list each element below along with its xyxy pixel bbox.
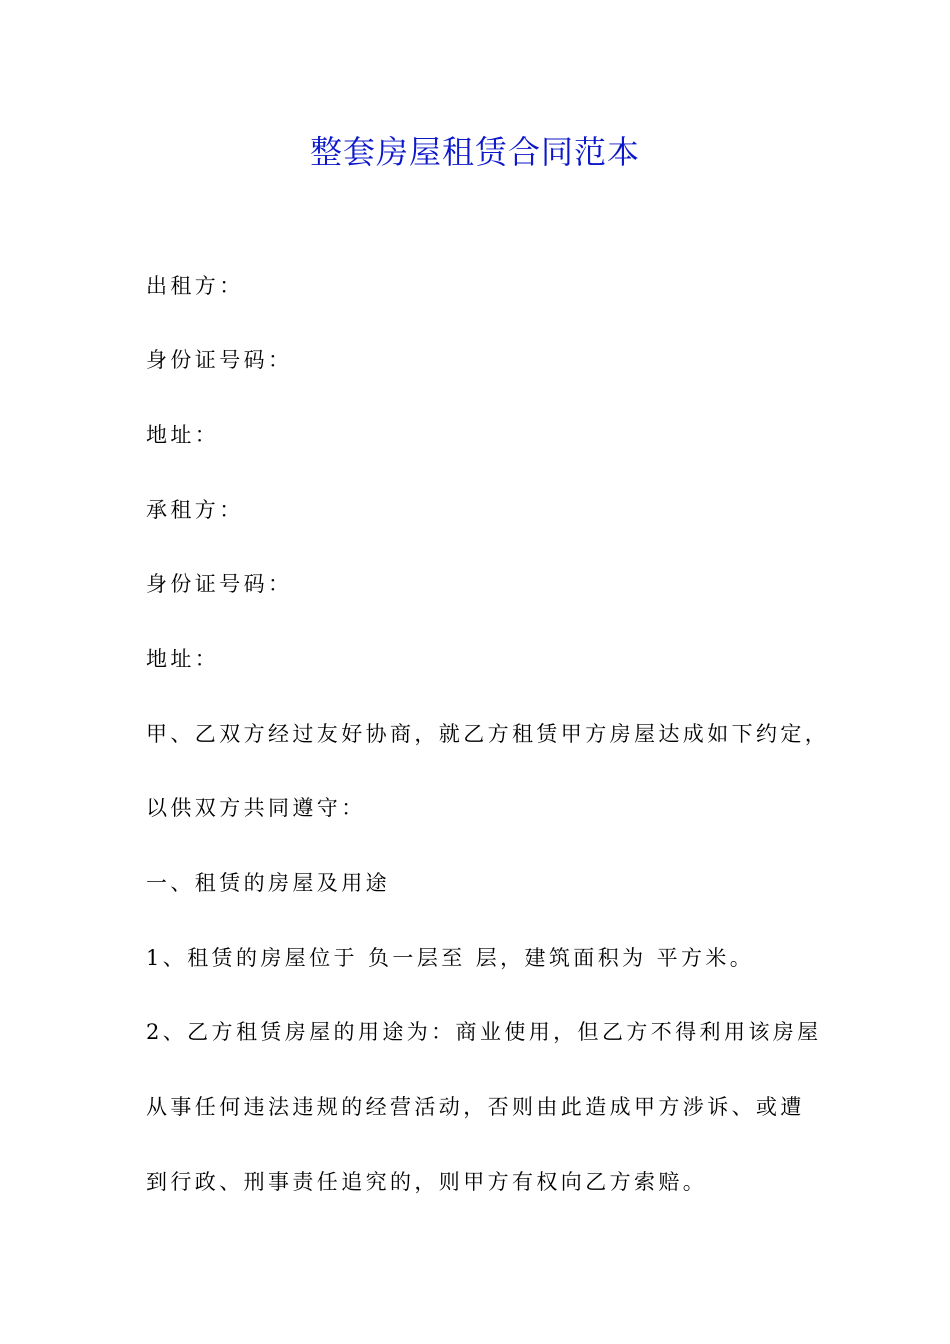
lessee-address-label: 地址： <box>146 647 220 671</box>
lessee-id-label: 身份证号码： <box>146 572 293 596</box>
lessor-id-label: 身份证号码： <box>146 348 293 372</box>
paragraph-line: 以供双方共同遵守： <box>146 796 366 820</box>
clause-line: 2、乙方租赁房屋的用途为：商业使用，但乙方不得利用该房屋 <box>146 1020 822 1044</box>
clause-line: 到行政、刑事责任追究的，则甲方有权向乙方索赔。 <box>146 1170 708 1194</box>
section-heading: 一、租赁的房屋及用途 <box>146 871 390 895</box>
clause-line: 从事任何违法违规的经营活动，否则由此造成甲方涉诉、或遭 <box>146 1095 805 1119</box>
lessor-address-label: 地址： <box>146 423 220 447</box>
lessor-label: 出租方： <box>146 274 244 298</box>
clause-line: 1、租赁的房屋位于 负一层至 层，建筑面积为 平方米。 <box>146 946 755 970</box>
document-title: 整套房屋租赁合同范本 <box>309 133 640 171</box>
paragraph-line: 甲、乙双方经过友好协商，就乙方租赁甲方房屋达成如下约定， <box>146 722 830 746</box>
lessee-label: 承租方： <box>146 498 244 522</box>
